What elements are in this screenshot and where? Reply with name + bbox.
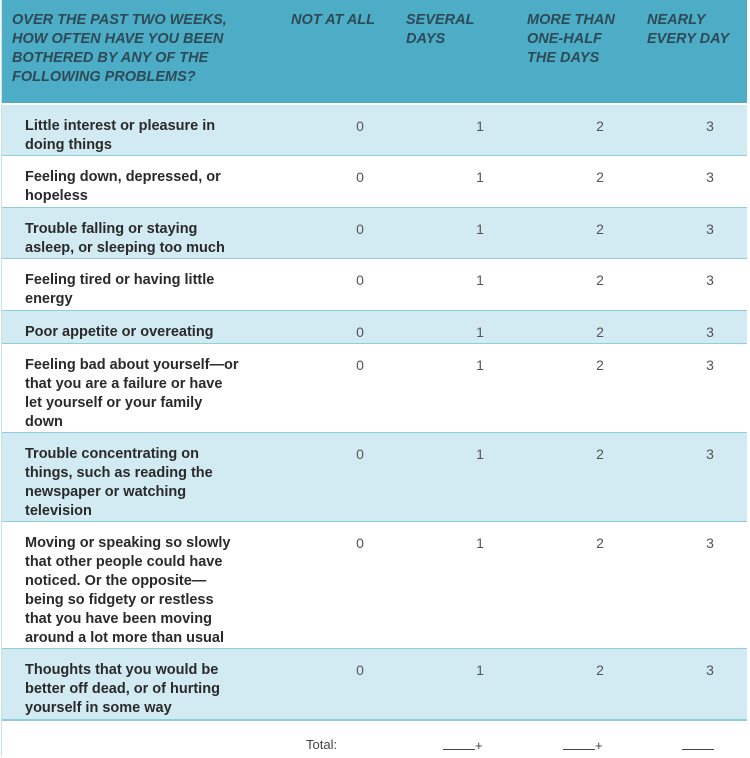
column-header-several-days: SEVERAL DAYS xyxy=(406,12,475,47)
question-text: Poor appetite or overeating xyxy=(25,324,214,340)
score-not-at-all[interactable]: 0 xyxy=(356,535,364,551)
score-not-at-all[interactable]: 0 xyxy=(356,169,364,185)
score-more-than-half[interactable]: 2 xyxy=(596,662,604,678)
score-several-days[interactable]: 1 xyxy=(476,535,484,551)
score-nearly-every-day[interactable]: 3 xyxy=(706,272,714,288)
score-not-at-all[interactable]: 0 xyxy=(356,357,364,373)
score-nearly-every-day[interactable]: 3 xyxy=(706,169,714,185)
question-row xyxy=(2,522,747,649)
total-blank-more-than-half[interactable]: + xyxy=(563,737,603,753)
question-row xyxy=(2,311,747,344)
score-several-days[interactable]: 1 xyxy=(476,169,484,185)
question-text: Moving or speaking so slowly that other people could have noticed. Or the opposite— being so fidgety or restless that you have been moving around a lot more than usual xyxy=(25,535,231,646)
score-several-days[interactable]: 1 xyxy=(476,446,484,462)
column-header-nearly-every-day: NEARLY EVERY DAY xyxy=(647,12,730,47)
question-row xyxy=(2,105,747,156)
score-not-at-all[interactable]: 0 xyxy=(356,662,364,678)
score-nearly-every-day[interactable]: 3 xyxy=(706,357,714,373)
score-more-than-half[interactable]: 2 xyxy=(596,169,604,185)
score-nearly-every-day[interactable]: 3 xyxy=(706,324,714,340)
score-several-days[interactable]: 1 xyxy=(476,324,484,340)
question-header: OVER THE PAST TWO WEEKS, HOW OFTEN HAVE YOU BEEN BOTHERED BY ANY OF THE FOLLOWING PROBLEMS? xyxy=(12,12,227,85)
score-more-than-half[interactable]: 2 xyxy=(596,535,604,551)
question-row xyxy=(2,433,747,522)
score-more-than-half[interactable]: 2 xyxy=(596,324,604,340)
question-text: Trouble concentrating on things, such as reading the newspaper or watching television xyxy=(25,446,213,519)
phq9-survey xyxy=(1,0,747,757)
score-several-days[interactable]: 1 xyxy=(476,272,484,288)
question-row xyxy=(2,344,747,433)
score-more-than-half[interactable]: 2 xyxy=(596,118,604,134)
score-not-at-all[interactable]: 0 xyxy=(356,118,364,134)
question-row xyxy=(2,208,747,259)
score-not-at-all[interactable]: 0 xyxy=(356,272,364,288)
score-nearly-every-day[interactable]: 3 xyxy=(706,662,714,678)
column-header-more-than-half: MORE THAN ONE-HALF THE DAYS xyxy=(527,12,615,66)
question-text: Feeling down, depressed, or hopeless xyxy=(25,169,221,204)
column-header-not-at-all: NOT AT ALL xyxy=(291,12,376,28)
score-nearly-every-day[interactable]: 3 xyxy=(706,221,714,237)
score-several-days[interactable]: 1 xyxy=(476,221,484,237)
question-text: Little interest or pleasure in doing things xyxy=(25,118,216,153)
score-more-than-half[interactable]: 2 xyxy=(596,357,604,373)
total-blank-several-days[interactable]: + xyxy=(443,737,483,753)
question-row xyxy=(2,649,747,720)
score-nearly-every-day[interactable]: 3 xyxy=(706,446,714,462)
score-nearly-every-day[interactable]: 3 xyxy=(706,535,714,551)
total-label: Total: xyxy=(306,737,338,752)
question-text: Feeling tired or having little energy xyxy=(25,272,215,307)
score-not-at-all[interactable]: 0 xyxy=(356,221,364,237)
score-more-than-half[interactable]: 2 xyxy=(596,446,604,462)
score-nearly-every-day[interactable]: 3 xyxy=(706,118,714,134)
question-row xyxy=(2,259,747,311)
question-text: Feeling bad about yourself—or that you are a failure or have let yourself or your family down xyxy=(25,357,239,430)
score-several-days[interactable]: 1 xyxy=(476,118,484,134)
total-blank-nearly-every-day[interactable] xyxy=(682,737,714,753)
question-text: Trouble falling or staying asleep, or sleeping too much xyxy=(25,221,225,256)
score-more-than-half[interactable]: 2 xyxy=(596,221,604,237)
question-row xyxy=(2,156,747,208)
survey-header xyxy=(2,0,747,105)
total-row xyxy=(2,720,747,758)
question-text: Thoughts that you would be better off dead, or of hurting yourself in some way xyxy=(25,662,220,716)
score-several-days[interactable]: 1 xyxy=(476,662,484,678)
score-not-at-all[interactable]: 0 xyxy=(356,446,364,462)
score-several-days[interactable]: 1 xyxy=(476,357,484,373)
score-more-than-half[interactable]: 2 xyxy=(596,272,604,288)
score-not-at-all[interactable]: 0 xyxy=(356,324,364,340)
